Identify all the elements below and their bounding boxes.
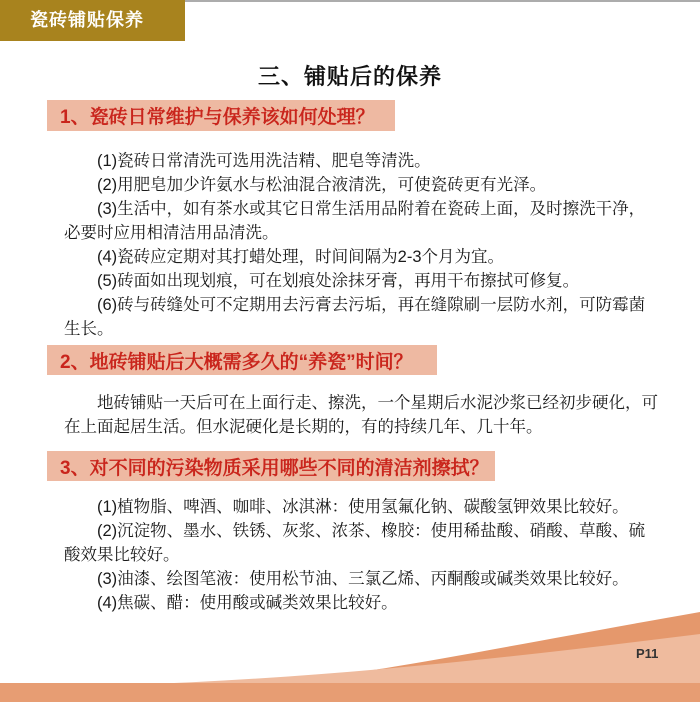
section-2-paragraph: 地砖铺贴一天后可在上面行走、擦洗，一个星期后水泥沙浆已经初步硬化，可在上面起居生活。但水泥硬化是长期的，有的持续几年、几十年。: [64, 394, 658, 436]
section-1-paragraph: (6)砖与砖缝处可不定期用去污膏去污垢，再在缝隙刷一层防水剂，可防霉菌生长。: [64, 296, 646, 338]
corner-badge: 瓷砖铺贴保养: [0, 0, 185, 41]
section-1-paragraph: (5)砖面如出现划痕，可在划痕处涂抹牙膏，再用干布擦拭可修复。: [97, 272, 580, 290]
section-2-heading: 2、地砖铺贴后大概需多久的“养瓷”时间？: [47, 345, 437, 375]
section-1-paragraph: (4)瓷砖应定期对其打蜡处理，时间间隔为2-3个月为宜。: [97, 248, 505, 266]
page-title: 三、铺贴后的保养: [257, 64, 442, 89]
page-number: P11: [636, 646, 659, 661]
section-1-paragraph: (1)瓷砖日常清洗可选用洗洁精、肥皂等清洗。: [97, 152, 431, 170]
section-3-paragraph: (1)植物脂、啤酒、咖啡、冰淇淋：使用氢氟化钠、碳酸氢钾效果比较好。: [97, 498, 629, 516]
section-3-body: [64, 495, 658, 615]
section-3-heading: 3、对不同的污染物质采用哪些不同的清洁剂擦拭？: [47, 451, 495, 481]
section-2-body: [64, 391, 658, 439]
section-1-paragraph: (2)用肥皂加少许氨水与松油混合液清洗，可使瓷砖更有光泽。: [97, 176, 547, 194]
footer-wave-decoration: [0, 607, 700, 702]
section-1-paragraph: (3)生活中，如有茶水或其它日常生活用品附着在瓷砖上面，及时擦洗干净，必要时应用相清洁用品清洗。: [64, 200, 646, 242]
section-1-heading: 1、瓷砖日常维护与保养该如何处理？: [47, 100, 395, 131]
section-3-paragraph: (2)沉淀物、墨水、铁锈、灰浆、浓茶、橡胶：使用稀盐酸、硝酸、草酸、硫酸效果比较好。: [64, 522, 646, 564]
section-3-paragraph: (3)油漆、绘图笔液：使用松节油、三氯乙烯、丙酮酸或碱类效果比较好。: [97, 570, 629, 588]
section-3-paragraph: (4)焦碳、醋：使用酸或碱类效果比较好。: [97, 594, 398, 612]
section-1-body: [64, 149, 658, 341]
footer-bar: [0, 683, 700, 702]
